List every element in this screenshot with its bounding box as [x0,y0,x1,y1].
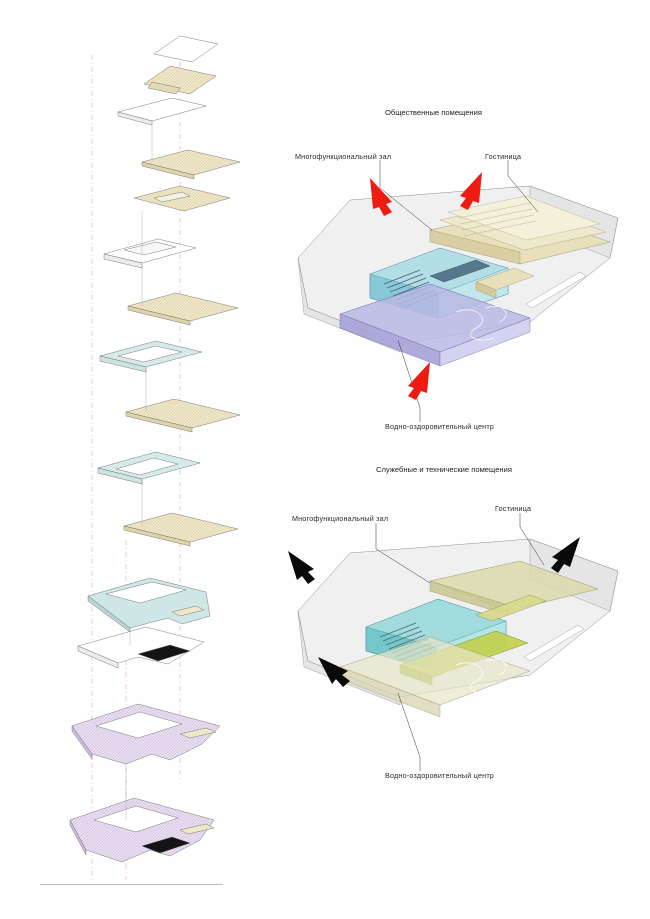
diagram-top-title: Общественные помещения [385,108,482,117]
level-basement [70,798,214,862]
diagram-bottom-svg [280,465,640,805]
level-01 [88,578,210,632]
diagram-top-svg [280,108,640,448]
level-00b [78,627,204,668]
label-wellness-bottom: Водно-оздоровительный центр [385,771,495,780]
diagram-public-spaces [280,108,640,448]
exploded-axonometric-stack [30,20,260,880]
label-multifunctional-hall-top: Многофункциональный зал [295,152,392,161]
sheet-divider-line [40,884,223,885]
level-05 [100,341,202,372]
label-wellness-top: Водно-оздоровительный центр [385,422,495,431]
level-03 [98,452,200,484]
level-10 [118,98,206,125]
label-hotel-bottom: Гостиница [495,504,532,513]
level-02 [124,513,238,546]
level-06 [128,293,238,325]
arrow-black-hall-upper [288,551,315,584]
level-07 [104,239,196,268]
level-09 [142,150,240,179]
level-00 [72,704,220,764]
diagram-service-spaces [280,465,640,805]
level-04 [126,399,240,432]
level-11 [144,66,216,94]
exploded-stack-svg [30,20,260,880]
diagram-bottom-title: Служебные и технические помещения [376,465,512,474]
label-hotel-top: Гостиница [485,152,522,161]
stack-levels [70,36,240,862]
label-multifunctional-hall-bottom: Многофункциональный зал [292,514,389,523]
level-12 [154,36,218,62]
level-08 [134,186,230,211]
